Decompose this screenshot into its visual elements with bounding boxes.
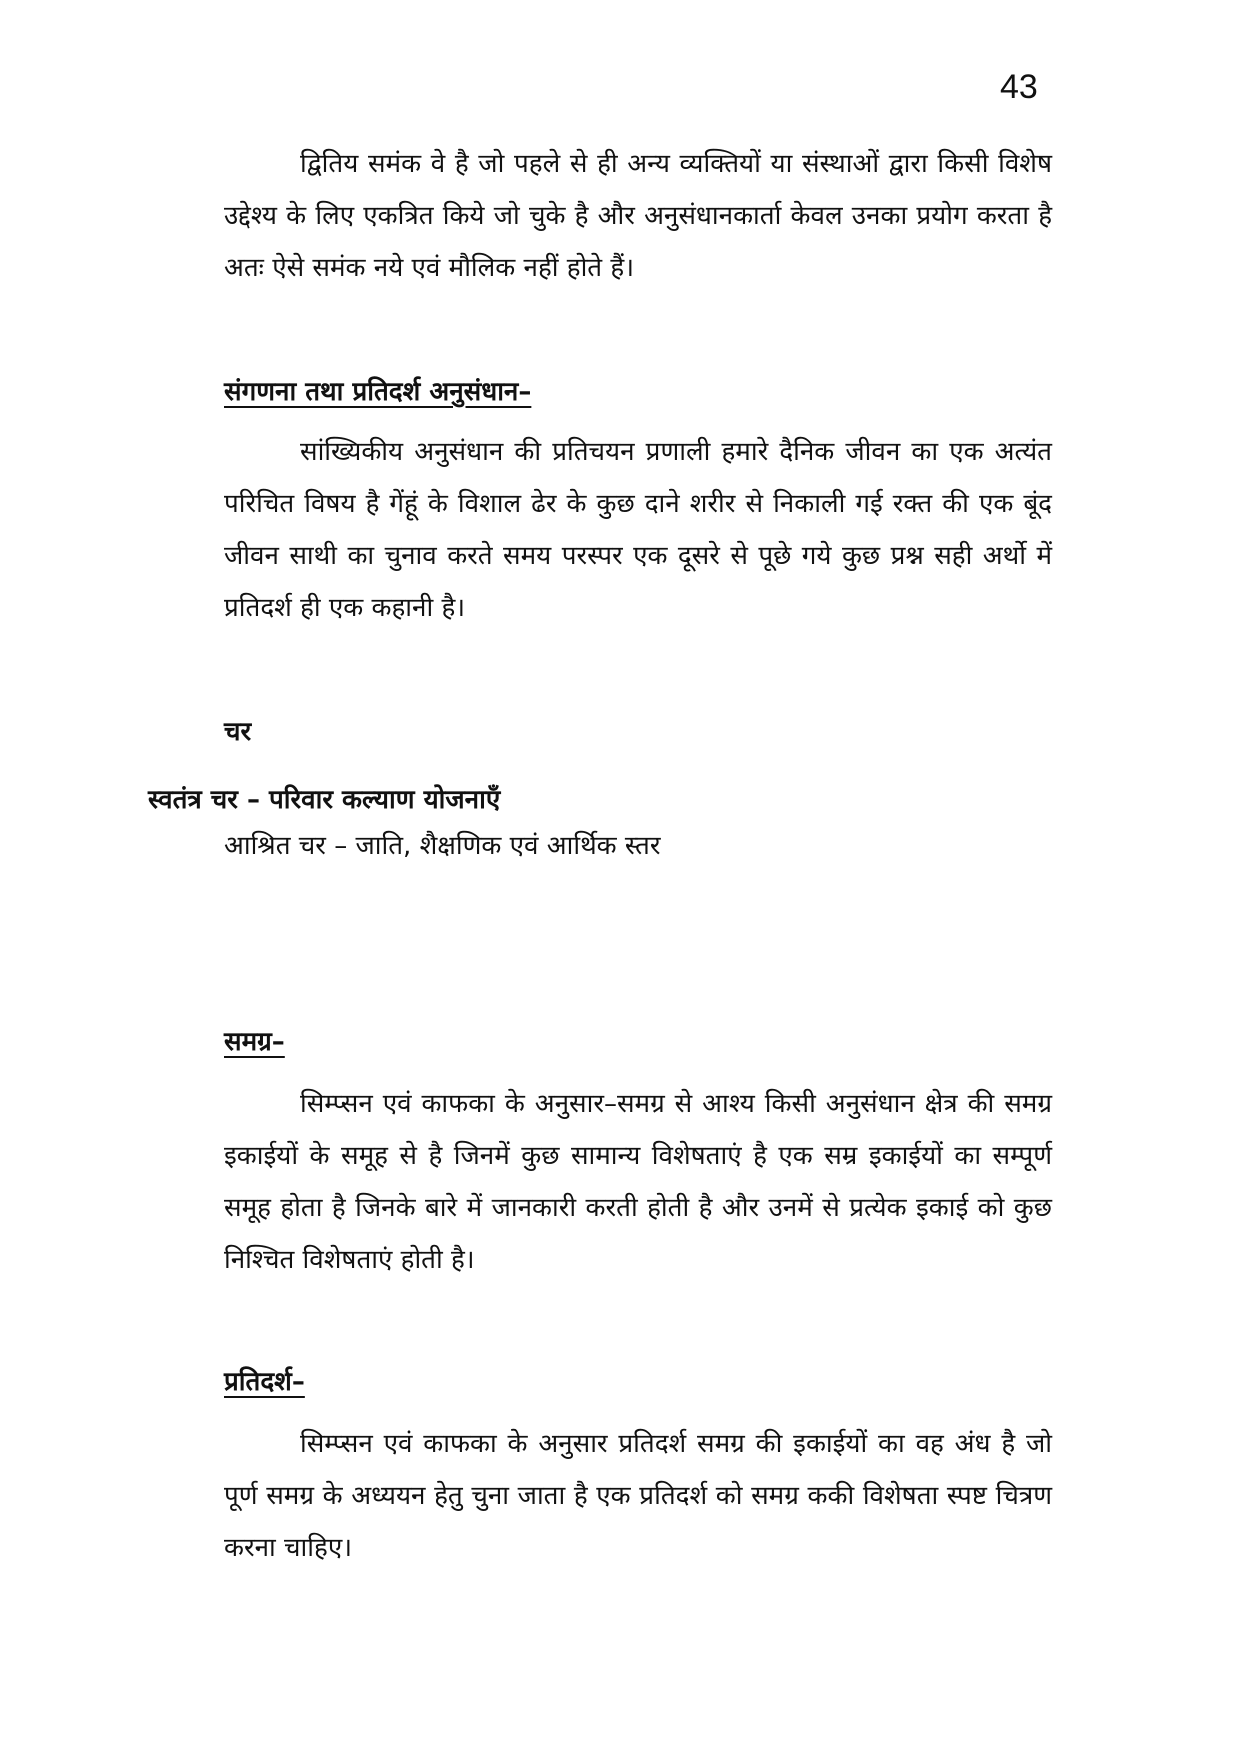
heading-variable: चर	[224, 717, 252, 747]
paragraph-sampling-method: सांख्यिकीय अनुसंधान की प्रतिचयन प्रणाली हमारे दैनिक जीवन का एक अत्यंत परिचित विषय है गेंहूं के विशाल ढेर के कुछ दाने शरीर से निकाली गई रक्त की एक बूंद जीवन साथी का चुनाव करते समय परस्पर एक दूसरे से पूछे गये कुछ प्रश्न सही अर्थो में प्रतिदर्श ही एक कहानी है।	[224, 437, 1052, 623]
page-number: 43	[1000, 68, 1038, 106]
independent-variable-line: स्वतंत्र चर – परिवार कल्याण योजनाएँ	[148, 785, 501, 815]
paragraph-population-definition: सिम्प्सन एवं काफका के अनुसार–समग्र से आश्य किसी अनुसंधान क्षेत्र की समग्र इकाईयों के समूह से है जिनमें कुछ सामान्य विशेषताएं है एक सम्र इकाईयों का सम्पूर्ण समूह होता है जिनके बारे में जानकारी करती होती है और उनमें से प्रत्येक इकाई को कुछ निश्चित विशेषताएं होती है।	[224, 1089, 1052, 1275]
dependent-variable-line: आश्रित चर – जाति, शैक्षणिक एवं आर्थिक स्तर	[224, 831, 661, 861]
paragraph-secondary-data: द्वितिय समंक वे है जो पहले से ही अन्य व्यक्तियों या संस्थाओं द्वारा किसी विशेष उद्देश्य के लिए एकत्रित किये जो चुके है और अनुसंधानकार्ता केवल उनका प्रयोग करता है अतः ऐसे समंक नये एवं मौलिक नहीं होते हैं।	[224, 149, 1052, 283]
heading-population: समग्र–	[224, 1027, 285, 1057]
paragraph-sample-definition: सिम्प्सन एवं काफका के अनुसार प्रतिदर्श समग्र की इकाईयों का वह अंध है जो पूर्ण समग्र के अध्ययन हेतु चुना जाता है एक प्रतिदर्श को समग्र ककी विशेषता स्पष्ट चित्रण करना चाहिए।	[224, 1429, 1052, 1563]
heading-sample: प्रतिदर्श–	[224, 1367, 305, 1397]
heading-census-sample-research: संगणना तथा प्रतिदर्श अनुसंधान–	[224, 377, 532, 407]
